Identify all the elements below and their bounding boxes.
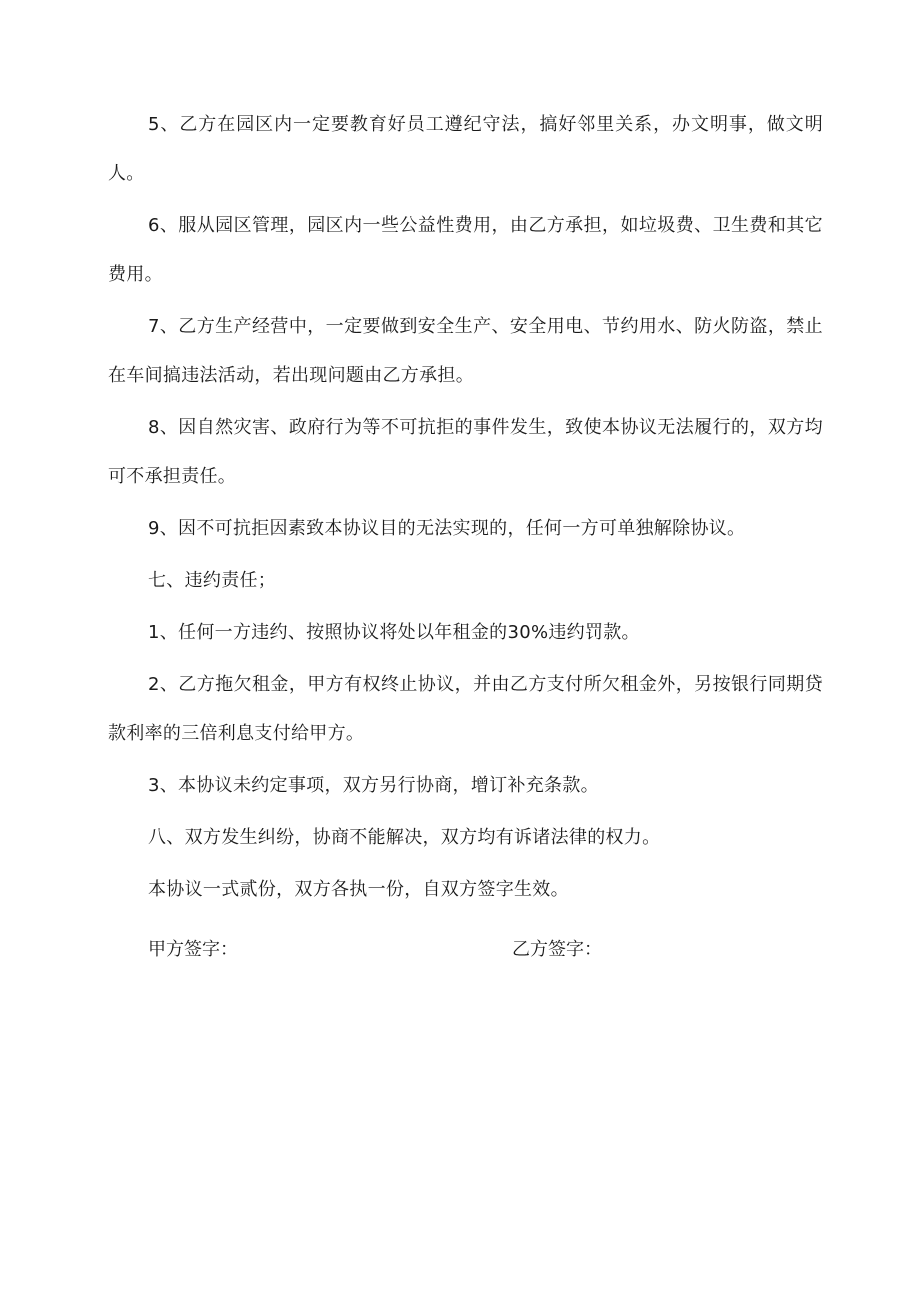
clause-8: 8、因自然灾害、政府行为等不可抗拒的事件发生，致使本协议无法履行的，双方均可不承担责任。	[108, 417, 823, 487]
clause-9: 9、因不可抗拒因素致本协议目的无法实现的，任何一方可单独解除协议。	[148, 518, 746, 539]
clause-5: 5、乙方在园区内一定要教育好员工遵纪守法，搞好邻里关系，办文明事，做文明人。	[108, 114, 823, 184]
breach-clause-3: 3、本协议未约定事项，双方另行协商，增订补充条款。	[148, 775, 599, 796]
clause-6: 6、服从园区管理，园区内一些公益性费用，由乙方承担，如垃圾费、卫生费和其它费用。	[108, 215, 823, 285]
document-body	[108, 100, 823, 917]
party-a-signature-label: 甲方签字：	[148, 939, 238, 960]
breach-clause-2: 2、乙方拖欠租金，甲方有权终止协议，并由乙方支付所欠租金外，另按银行同期贷款利率的三倍利息支付给甲方。	[108, 674, 823, 744]
signature-block	[148, 930, 848, 970]
copies-clause: 本协议一式贰份，双方各执一份，自双方签字生效。	[148, 879, 569, 900]
section-8-dispute: 八、双方发生纠纷，协商不能解决，双方均有诉诸法律的权力。	[148, 827, 661, 848]
section-7-heading: 七、违约责任；	[148, 570, 277, 591]
breach-clause-1: 1、任何一方违约、按照协议将处以年租金的30%违约罚款。	[148, 622, 640, 643]
clause-7: 7、乙方生产经营中，一定要做到安全生产、安全用电、节约用水、防火防盗，禁止在车间搞违法活动，若出现问题由乙方承担。	[108, 316, 823, 386]
party-b-signature-label: 乙方签字：	[512, 939, 602, 960]
